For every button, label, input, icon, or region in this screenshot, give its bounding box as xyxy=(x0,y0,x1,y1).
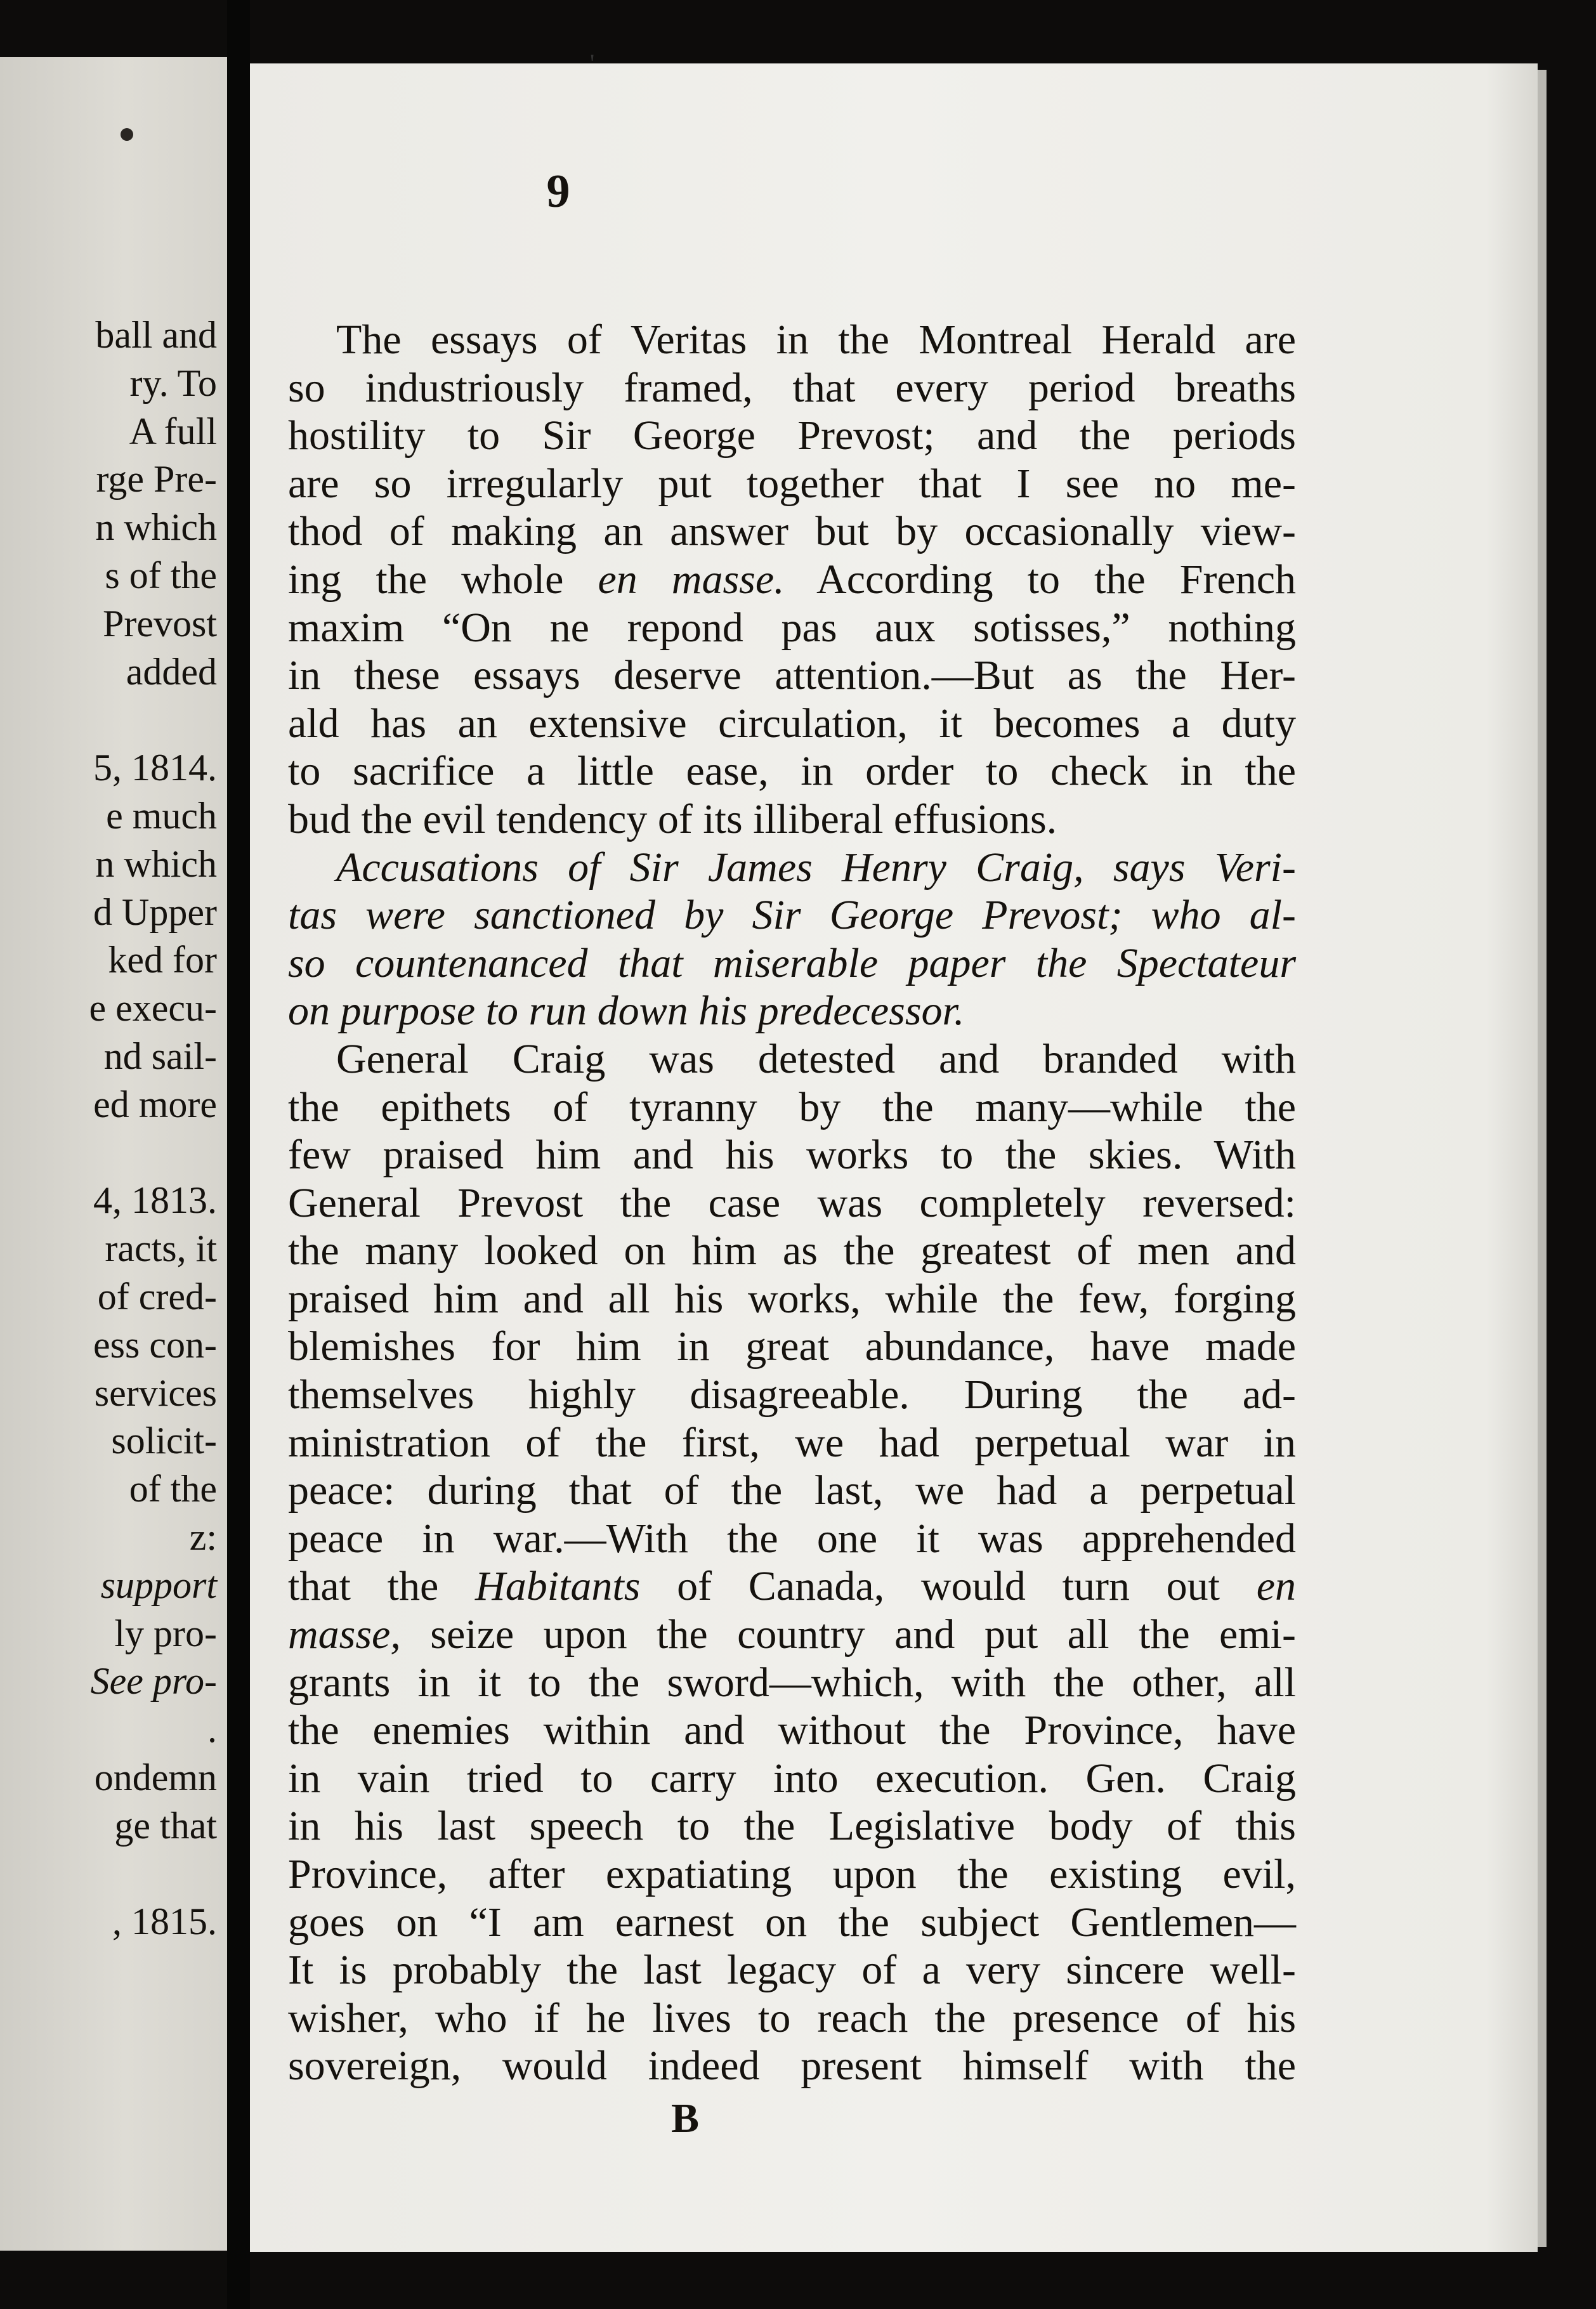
text-line: goes on “I am earnest on the subject Gentlemen— xyxy=(288,1899,1296,1946)
text-line: thod of making an answer but by occasionally view- xyxy=(288,508,1296,555)
text-line: masse, seize upon the country and put all the emi- xyxy=(288,1611,1296,1658)
text-line: the epithets of tyranny by the many—while the xyxy=(288,1083,1296,1130)
text-line: are so irregularly put together that I see no me- xyxy=(288,460,1296,507)
left-page-text xyxy=(0,57,227,2251)
text-line: sovereign, would indeed present himself with the xyxy=(288,2043,1296,2090)
text-line: praised him and all his works, while the few, forging xyxy=(288,1275,1296,1322)
left-page-line: ed more xyxy=(93,1083,217,1125)
left-page-line: n which xyxy=(95,842,217,885)
text-line: Accusations of Sir James Henry Craig, says Veri- xyxy=(336,844,1296,891)
left-page-line: ry. To xyxy=(129,362,217,404)
left-page-line: services xyxy=(94,1371,217,1414)
left-page-line: rge Pre- xyxy=(96,458,217,500)
body-text xyxy=(288,316,1296,2090)
left-page-line: of the xyxy=(129,1468,217,1510)
left-page-line: n which xyxy=(95,506,217,549)
left-page-line: ge that xyxy=(114,1804,217,1847)
text-line: in his last speech to the Legislative body of this xyxy=(288,1803,1296,1850)
text-line: few praised him and his works to the skies. With xyxy=(288,1132,1296,1179)
page-edge xyxy=(1538,70,1547,2247)
left-page-line: nd sail- xyxy=(103,1035,217,1077)
left-page-line: solicit- xyxy=(111,1420,217,1462)
left-page-line: 4, 1813. xyxy=(93,1179,217,1222)
left-page-line: of cred- xyxy=(97,1276,217,1318)
text-line: General Prevost the case was completely reversed: xyxy=(288,1179,1296,1226)
text-line: Province, after expatiating upon the existing evil, xyxy=(288,1851,1296,1897)
text-line: on purpose to run down his predecessor. xyxy=(288,988,965,1035)
left-page-line: z: xyxy=(189,1516,217,1558)
text-line: wisher, who if he lives to reach the presence of his xyxy=(288,1994,1296,2041)
text-line: peace: during that of the last, we had a perpetual xyxy=(288,1467,1296,1514)
left-page-line: ly pro- xyxy=(114,1612,217,1654)
left-page-line: support xyxy=(100,1564,217,1606)
left-page-line: d Upper xyxy=(93,891,217,933)
text-line: the many looked on him as the greatest of men and xyxy=(288,1227,1296,1274)
page-number: 9 xyxy=(546,166,570,218)
text-line: peace in war.—With the one it was apprehended xyxy=(288,1515,1296,1562)
text-line: grants in it to the sword—which, with the other, all xyxy=(288,1659,1296,1706)
left-page-line: Prevost xyxy=(103,602,217,644)
printer-mark: ' xyxy=(590,49,595,77)
text-line: hostility to Sir George Prevost; and the periods xyxy=(288,412,1296,459)
text-line: It is probably the last legacy of a very sincere well- xyxy=(288,1947,1296,1994)
left-page-line: , 1815. xyxy=(112,1900,217,1943)
text-line: maxim “On ne repond pas aux sotisses,” nothing xyxy=(288,604,1296,651)
left-page-fragment xyxy=(0,57,227,2251)
signature-mark: B xyxy=(670,2095,700,2142)
text-line: in vain tried to carry into execution. Gen. Craig xyxy=(288,1755,1296,1802)
left-page-line: A full xyxy=(129,410,217,452)
left-page-line: e execu- xyxy=(89,987,217,1030)
left-page-line: ball and xyxy=(95,314,217,356)
left-page-line: 5, 1814. xyxy=(93,747,217,789)
text-line: in these essays deserve attention.—But as the Her- xyxy=(288,652,1296,699)
book-gutter xyxy=(227,0,250,2309)
text-line: themselves highly disagreeable. During the ad- xyxy=(288,1371,1296,1418)
left-page-line: ondemn xyxy=(94,1756,217,1798)
text-line: bud the evil tendency of its illiberal effusions. xyxy=(288,795,1057,842)
text-line: tas were sanctioned by Sir George Prevost; who al- xyxy=(288,892,1296,939)
text-line: ald has an extensive circulation, it becomes a duty xyxy=(288,700,1296,747)
text-line: The essays of Veritas in the Montreal Herald are xyxy=(336,317,1296,363)
text-line: ministration of the first, we had perpetual war in xyxy=(288,1419,1296,1466)
left-page-line: . xyxy=(207,1708,217,1751)
left-page-line: See pro- xyxy=(90,1660,217,1703)
text-line: General Craig was detested and branded with xyxy=(336,1035,1296,1082)
text-line: the enemies within and without the Province, have xyxy=(288,1707,1296,1754)
left-page-line: s of the xyxy=(105,554,217,596)
text-line: ing the whole en masse. According to the French xyxy=(288,556,1297,603)
text-line: blemishes for him in great abundance, have made xyxy=(288,1323,1296,1370)
left-page-line: ess con- xyxy=(93,1323,217,1366)
text-line: so industriously framed, that every period breaths xyxy=(288,364,1296,411)
text-line: that the Habitants of Canada, would turn out en xyxy=(288,1563,1296,1610)
left-page-line: e much xyxy=(106,795,217,837)
text-line: so countenanced that miserable paper the Spectateur xyxy=(288,939,1296,986)
left-page-line: added xyxy=(126,650,217,693)
left-page-line: ked for xyxy=(108,939,217,981)
text-line: to sacrifice a little ease, in order to check in the xyxy=(288,748,1296,795)
left-page-line: racts, it xyxy=(105,1227,217,1270)
